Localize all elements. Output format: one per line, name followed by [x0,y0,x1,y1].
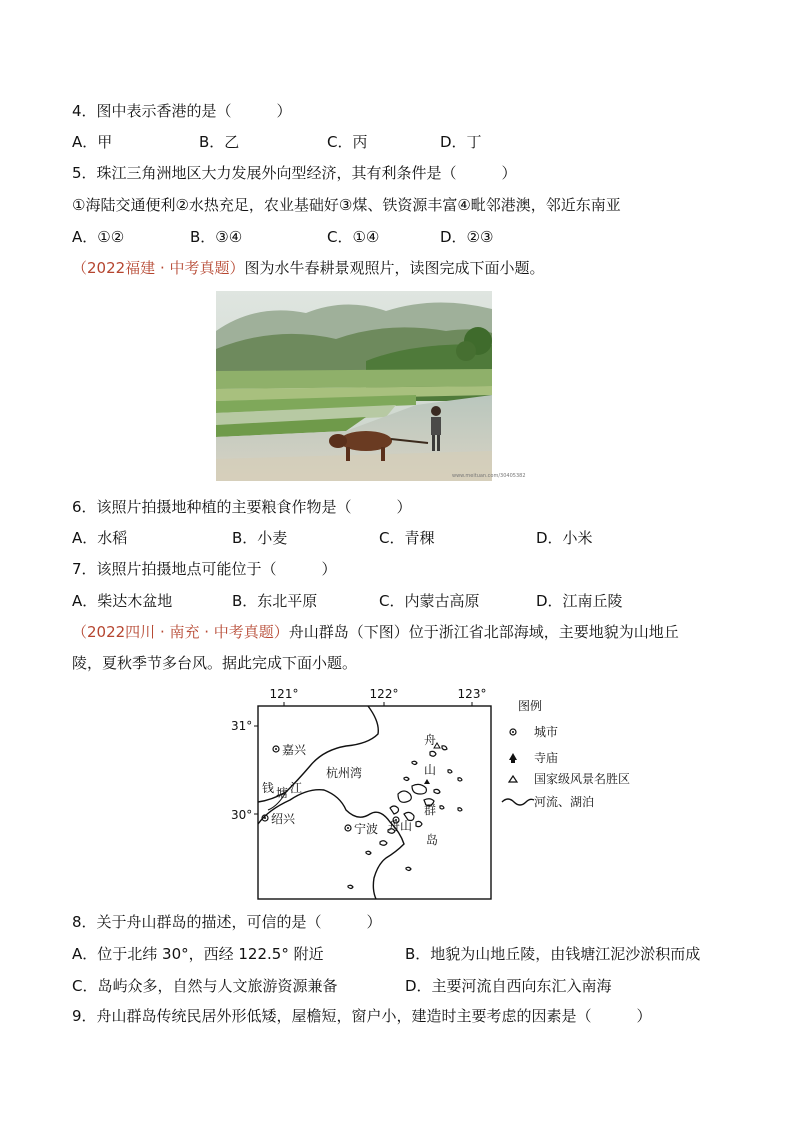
temple-legend-icon [509,753,517,763]
q5-option-a[interactable]: A．①② [72,228,125,246]
q4-option-a[interactable]: A．甲 [72,133,113,151]
legend-city: 城市 [534,725,559,739]
q7-option-b[interactable]: B．东北平原 [232,592,318,610]
q7-option-d[interactable]: D．江南丘陵 [536,592,623,610]
legend-river: 河流、湖泊 [534,795,595,809]
intro-paragraph-1 [72,258,545,278]
label-jiaxing: 嘉兴 [282,743,307,757]
q4-option-d[interactable]: D．丁 [440,133,482,151]
lat-label: 30° [231,808,253,822]
q4-option-c[interactable]: C．丙 [327,133,368,151]
question-4-stem: 4．图中表示香港的是（ ） [72,102,292,120]
label-qun: 群 [424,803,437,817]
label-qian: 钱 [262,781,275,795]
question-6-stem: 6．该照片拍摄地种植的主要粮食作物是（ ） [72,498,412,516]
intro-text-line2: 陵，夏秋季节多台风。据此完成下面小题。 [72,654,358,672]
q5-option-d[interactable]: D．②③ [440,228,494,246]
buffalo-plowing-photo [216,291,526,481]
legend-title: 图例 [518,699,543,713]
legend-scenic: 国家级风景名胜区 [534,772,631,786]
lat-label: 31° [231,719,253,733]
question-5-conditions: ①海陆交通便利②水热充足，农业基础好③煤、铁资源丰富④毗邻港澳，邻近东南亚 [72,196,621,214]
q5-option-b[interactable]: B．③④ [190,228,243,246]
label-zhou: 舟 [424,733,437,747]
q7-option-a[interactable]: A．柴达木盆地 [72,592,173,610]
q6-option-d[interactable]: D．小米 [536,529,593,547]
lon-label: 122° [369,687,399,701]
q6-option-b[interactable]: B．小麦 [232,529,288,547]
zhoushan-map [228,682,648,904]
q8-option-b[interactable]: B．地貌为山地丘陵，由钱塘江泥沙淤积而成 [405,945,701,963]
legend-temple: 寺庙 [534,751,559,765]
source-tag: （2022福建 · 中考真题） [72,259,245,277]
river-legend-icon [502,799,534,805]
q8-option-d[interactable]: D．主要河流自西向东汇入南海 [405,977,612,995]
intro-paragraph-2 [72,622,679,642]
label-ningbo: 宁波 [354,822,379,836]
label-shaoxing: 绍兴 [271,812,296,826]
q8-option-a[interactable]: A．位于北纬 30°，西经 122.5° 附近 [72,945,324,963]
label-hangzhou-bay: 杭州湾 [326,766,363,780]
q4-option-b[interactable]: B．乙 [199,133,240,151]
label-jiang: 江 [290,781,303,795]
intro-text-line1: 舟山群岛（下图）位于浙江省北部海域，主要地貌为山地丘 [288,623,679,641]
photo-watermark: www.meituan.com/30405382 [452,473,526,479]
label-zhoushan: 舟山 [388,819,413,833]
question-5-stem: 5．珠江三角洲地区大力发展外向型经济，其有利条件是（ ） [72,164,517,182]
q8-option-c[interactable]: C．岛屿众多，自然与人文旅游资源兼备 [72,977,338,995]
question-7-stem: 7．该照片拍摄地点可能位于（ ） [72,560,337,578]
q6-option-a[interactable]: A．水稻 [72,529,128,547]
scenic-legend-icon [509,776,517,782]
label-tang: 塘 [276,786,289,800]
intro-text: 图为水牛春耕景观照片，读图完成下面小题。 [244,259,545,277]
source-tag: （2022四川 · 南充 · 中考真题） [72,623,289,641]
lon-label: 121° [269,687,299,701]
map-frame [258,706,491,899]
label-shan: 山 [424,763,437,777]
q6-option-c[interactable]: C．青稞 [379,529,435,547]
q7-option-c[interactable]: C．内蒙古高原 [379,592,480,610]
q5-option-c[interactable]: C．①④ [327,228,380,246]
lon-label: 123° [457,687,487,701]
question-9-stem: 9．舟山群岛传统民居外形低矮，屋檐短，窗户小，建造时主要考虑的因素是（ ） [72,1007,652,1025]
label-dao: 岛 [426,833,439,847]
question-8-stem: 8．关于舟山群岛的描述，可信的是（ ） [72,913,382,931]
